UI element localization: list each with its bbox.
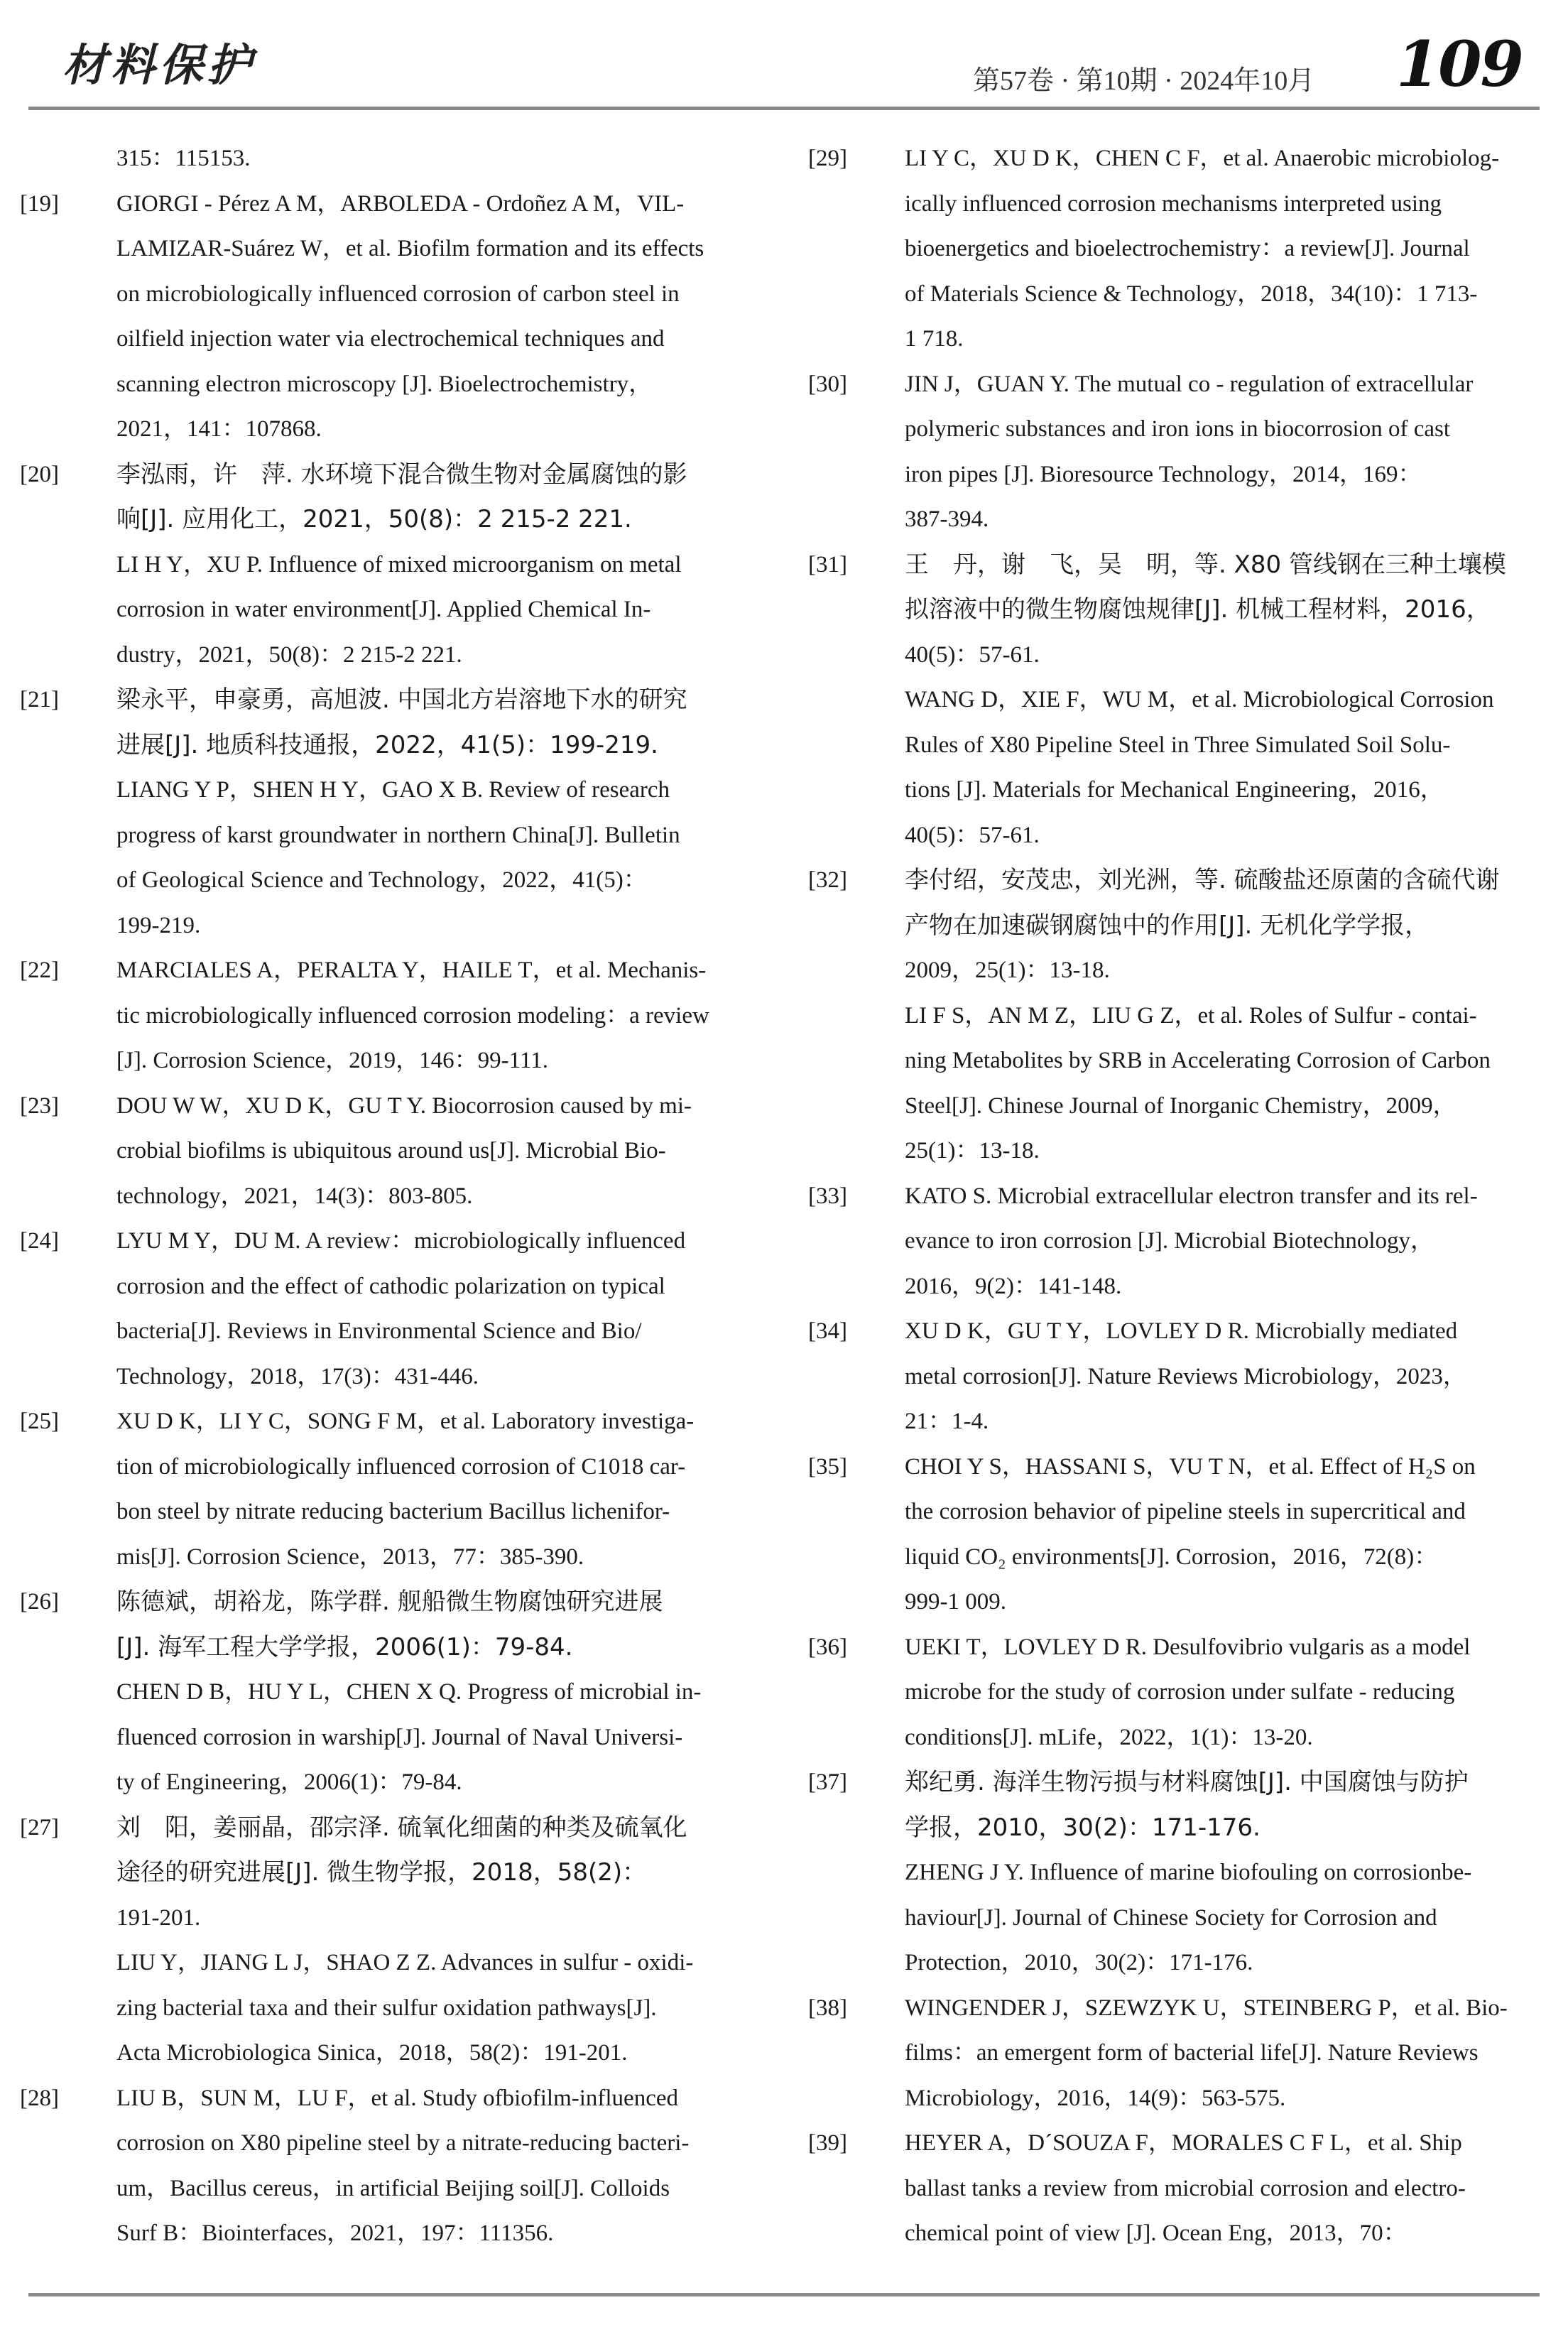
- reference-line: WANG D，XIE F，WU M，et al. Microbiological Corrosion: [905, 687, 1494, 712]
- reference-line: 999-1 009.: [905, 1589, 1006, 1615]
- reference-line: progress of karst groundwater in northern China[J]. Bulletin: [116, 822, 680, 848]
- reference-line: 191-201.: [116, 1904, 201, 1931]
- reference-line: 途径的研究进展[J]. 微生物学报，2018，58(2)：: [116, 1858, 647, 1887]
- reference-line: Rules of X80 Pipeline Steel in Three Simulated Soil Solu-: [905, 732, 1451, 758]
- reference-line: liquid CO₂ environments[J]. Corrosion，2016，72(8)：: [905, 1544, 1438, 1570]
- reference-line: Steel[J]. Chinese Journal of Inorganic Chemistry，2009，: [905, 1092, 1457, 1119]
- reference-line: evance to iron corrosion [J]. Microbial Biotechnology，: [905, 1228, 1434, 1254]
- reference-line: Acta Microbiologica Sinica，2018，58(2)：191-201.: [116, 2040, 628, 2066]
- reference-number: [19]: [20, 190, 59, 217]
- reference-line: 王 丹，谢 飞，吴 明，等. X80 管线钢在三种土壤模: [905, 550, 1506, 579]
- reference-line: ballast tanks a review from microbial corrosion and electro-: [905, 2175, 1466, 2201]
- reference-line: HEYER A，D´SOUZA F，MORALES C F L，et al. Ship: [905, 2130, 1462, 2156]
- reference-entry: [808, 1625, 1547, 1761]
- reference-line: [J]. 海军工程大学学报，2006(1)：79-84.: [116, 1632, 573, 1661]
- reference-line: crobial biofilms is ubiquitous around us[J]. Microbial Bio-: [116, 1138, 666, 1164]
- reference-line: dustry，2021，50(8)：2 215-2 221.: [116, 641, 462, 668]
- reference-entry: [808, 1445, 1547, 1625]
- reference-line: of Geological Science and Technology，2022，41(5)：: [116, 867, 647, 893]
- reference-entry: [808, 1760, 1547, 1986]
- reference-entry: [808, 858, 1547, 1174]
- reference-entry: [808, 543, 1547, 859]
- reference-entry: [20, 2076, 758, 2257]
- reference-line: 郑纪勇. 海洋生物污损与材料腐蚀[J]. 中国腐蚀与防护: [905, 1768, 1469, 1796]
- reference-line: 25(1)：13-18.: [905, 1138, 1040, 1164]
- reference-line: metal corrosion[J]. Nature Reviews Microbiology，2023，: [905, 1363, 1466, 1389]
- reference-entry: [20, 182, 758, 452]
- reference-line: ically influenced corrosion mechanisms interpreted using: [905, 190, 1442, 217]
- reference-line: 刘 阳，姜丽晶，邵宗泽. 硫氧化细菌的种类及硫氧化: [116, 1813, 687, 1842]
- header-divider: [28, 107, 1540, 110]
- reference-number: [31]: [808, 551, 847, 577]
- reference-line: 21：1-4.: [905, 1409, 989, 1434]
- reference-line: 40(5)：57-61.: [905, 641, 1040, 668]
- reference-number: [23]: [20, 1092, 59, 1119]
- reference-line: tic microbiologically influenced corrosion modeling：a review: [116, 1002, 709, 1029]
- reference-line: KATO S. Microbial extracellular electron transfer and its rel-: [905, 1183, 1478, 1209]
- reference-entry: [808, 2121, 1547, 2257]
- page-header: [0, 0, 1568, 114]
- reference-entry: [808, 1174, 1547, 1310]
- reference-line: microbe for the study of corrosion under sulfate - reducing: [905, 1679, 1455, 1705]
- reference-line: LIU B，SUN M，LU F，et al. Study ofbiofilm-influenced: [116, 2085, 679, 2111]
- reference-line: 学报，2010，30(2)：171-176.: [905, 1813, 1261, 1842]
- reference-line: 拟溶液中的微生物腐蚀规律[J]. 机械工程材料，2016，: [905, 595, 1491, 624]
- reference-number: [34]: [808, 1318, 847, 1344]
- reference-line: oilfield injection water via electrochemical techniques and: [116, 326, 665, 352]
- reference-line: 387-394.: [905, 506, 989, 532]
- reference-line: bacteria[J]. Reviews in Environmental Science and Bio/: [116, 1318, 642, 1344]
- reference-entry: [808, 1309, 1547, 1445]
- reference-line: mis[J]. Corrosion Science，2013，77：385-390.: [116, 1544, 584, 1570]
- page-number: 109: [1396, 27, 1523, 101]
- issue-info: 第57卷 · 第10期 · 2024年10月: [973, 66, 1315, 96]
- reference-line: LIANG Y P，SHEN H Y，GAO X B. Review of research: [116, 777, 670, 803]
- reference-number: [24]: [20, 1228, 59, 1254]
- reference-line: 1 718.: [905, 326, 964, 352]
- reference-line: UEKI T，LOVLEY D R. Desulfovibrio vulgaris as a model: [905, 1634, 1471, 1660]
- reference-entry: [20, 1806, 758, 2076]
- reference-number: [20]: [20, 461, 59, 487]
- reference-line: 产物在加速碳钢腐蚀中的作用[J]. 无机化学学报，: [905, 911, 1430, 940]
- reference-entry: [20, 1399, 758, 1580]
- reference-line: films：an emergent form of bacterial life[J]. Nature Reviews: [905, 2040, 1479, 2066]
- reference-line: GIORGI - Pérez A M，ARBOLEDA - Ordoñez A M，VIL-: [116, 190, 685, 217]
- reference-line: Surf B：Biointerfaces，2021，197：111356.: [116, 2220, 554, 2246]
- reference-line: corrosion in water environment[J]. Applied Chemical In-: [116, 597, 651, 622]
- reference-line: corrosion and the effect of cathodic polarization on typical: [116, 1273, 665, 1299]
- reference-line: ty of Engineering，2006(1)：79-84.: [116, 1769, 462, 1795]
- reference-line: polymeric substances and iron ions in biocorrosion of cast: [905, 416, 1451, 442]
- reference-line: DOU W W，XU D K，GU T Y. Biocorrosion caused by mi-: [116, 1092, 692, 1119]
- reference-line: fluenced corrosion in warship[J]. Journal of Naval Universi-: [116, 1724, 683, 1750]
- reference-number: [30]: [808, 371, 847, 397]
- reference-entry: [20, 452, 758, 678]
- reference-number: [32]: [808, 867, 847, 893]
- reference-line: um，Bacillus cereus，in artificial Beijing soil[J]. Colloids: [116, 2175, 670, 2201]
- reference-line: WINGENDER J，SZEWZYK U，STEINBERG P，et al. Bio-: [905, 1995, 1508, 2021]
- reference-number: [27]: [20, 1814, 59, 1840]
- reference-entry: [20, 678, 758, 948]
- reference-line: 响[J]. 应用化工，2021，50(8)：2 215-2 221.: [116, 505, 632, 533]
- reference-number: [36]: [808, 1634, 847, 1660]
- reference-line: 199-219.: [116, 912, 201, 938]
- reference-line: LIU Y，JIANG L J，SHAO Z Z. Advances in sulfur - oxidi-: [116, 1950, 694, 1975]
- reference-entry: [20, 1219, 758, 1399]
- reference-line: 李付绍，安茂忠，刘光洲，等. 硫酸盐还原菌的含硫代谢: [905, 866, 1500, 894]
- reference-line: MARCIALES A，PERALTA Y，HAILE T，et al. Mechanis-: [116, 958, 707, 983]
- reference-entry: [808, 362, 1547, 543]
- reference-line: technology，2021，14(3)：803-805.: [116, 1183, 473, 1209]
- reference-line: scanning electron microscopy [J]. Bioelectrochemistry，: [116, 371, 653, 397]
- reference-line: LI Y C，XU D K，CHEN C F，et al. Anaerobic microbiolog-: [905, 146, 1500, 171]
- reference-line: corrosion on X80 pipeline steel by a nitrate-reducing bacteri-: [116, 2130, 690, 2156]
- reference-number: [26]: [20, 1589, 59, 1615]
- reference-line: 2009，25(1)：13-18.: [905, 958, 1110, 983]
- reference-line: zing bacterial taxa and their sulfur oxidation pathways[J].: [116, 1995, 657, 2021]
- reference-line: XU D K，GU T Y，LOVLEY D R. Microbially mediated: [905, 1318, 1458, 1344]
- reference-line: Protection，2010，30(2)：171-176.: [905, 1950, 1253, 1975]
- reference-number: [25]: [20, 1409, 59, 1434]
- reference-line: conditions[J]. mLife，2022，1(1)：13-20.: [905, 1724, 1313, 1750]
- reference-line: 2016，9(2)：141-148.: [905, 1273, 1122, 1299]
- reference-entry: [20, 1084, 758, 1220]
- reference-line: CHOI Y S，HASSANI S，VU T N，et al. Effect of H₂S on: [905, 1453, 1476, 1480]
- reference-number: [33]: [808, 1183, 847, 1209]
- reference-line: JIN J，GUAN Y. The mutual co - regulation of extracellular: [905, 371, 1474, 397]
- reference-line: tions [J]. Materials for Mechanical Engineering，2016，: [905, 777, 1444, 803]
- reference-line: chemical point of view [J]. Ocean Eng，2013，70：: [905, 2220, 1407, 2246]
- reference-line: 2021，141：107868.: [116, 416, 322, 442]
- reference-entry: [20, 948, 758, 1084]
- reference-number: [35]: [808, 1453, 847, 1480]
- reference-line: the corrosion behavior of pipeline steels in supercritical and: [905, 1499, 1466, 1524]
- reference-number: [28]: [20, 2085, 59, 2111]
- reference-line: 梁永平，申豪勇，高旭波. 中国北方岩溶地下水的研究: [116, 685, 687, 714]
- reference-line: 40(5)：57-61.: [905, 822, 1040, 848]
- reference-number: [29]: [808, 146, 847, 171]
- reference-line: 李泓雨，许 萍. 水环境下混合微生物对金属腐蚀的影: [116, 460, 687, 489]
- right-column: [808, 136, 1547, 2257]
- footer-divider: [28, 2293, 1540, 2296]
- left-column: [20, 136, 758, 2257]
- reference-line: ZHENG J Y. Influence of marine biofouling on corrosionbe-: [905, 1860, 1472, 1885]
- reference-line: iron pipes [J]. Bioresource Technology，2014，169：: [905, 461, 1422, 487]
- reference-entry: [20, 136, 758, 182]
- reference-line: LAMIZAR-Suárez W，et al. Biofilm formation and its effects: [116, 236, 704, 261]
- reference-line: ning Metabolites by SRB in Accelerating Corrosion of Carbon: [905, 1048, 1491, 1073]
- reference-line: LI F S，AN M Z，LIU G Z，et al. Roles of Sulfur - contai-: [905, 1002, 1477, 1029]
- reference-line: [J]. Corrosion Science，2019，146：99-111.: [116, 1048, 548, 1073]
- reference-number: [39]: [808, 2130, 847, 2156]
- reference-line: bioenergetics and bioelectrochemistry：a review[J]. Journal: [905, 236, 1470, 261]
- reference-entry: [20, 1580, 758, 1806]
- reference-line: CHEN D B，HU Y L，CHEN X Q. Progress of microbial in-: [116, 1679, 702, 1705]
- reference-number: [37]: [808, 1769, 847, 1795]
- reference-line: Technology，2018，17(3)：431-446.: [116, 1363, 479, 1389]
- reference-line: on microbiologically influenced corrosion of carbon steel in: [116, 281, 680, 307]
- reference-line: LYU M Y，DU M. A review：microbiologically influenced: [116, 1228, 686, 1254]
- reference-entry: [808, 136, 1547, 362]
- reference-entry: [808, 1986, 1547, 2122]
- journal-logo: 材料保护: [62, 39, 256, 91]
- reference-number: [38]: [808, 1995, 847, 2021]
- reference-line: XU D K，LI Y C，SONG F M，et al. Laboratory investiga-: [116, 1409, 695, 1434]
- reference-line: haviour[J]. Journal of Chinese Society for Corrosion and: [905, 1904, 1437, 1931]
- reference-line: LI H Y，XU P. Influence of mixed microorganism on metal: [116, 551, 682, 577]
- reference-line: 进展[J]. 地质科技通报，2022，41(5)：199-219.: [116, 730, 658, 759]
- reference-line: 陈德斌，胡裕龙，陈学群. 舰船微生物腐蚀研究进展: [116, 1588, 663, 1616]
- reference-number: [21]: [20, 687, 59, 712]
- reference-line: bon steel by nitrate reducing bacterium Bacillus lichenifor-: [116, 1499, 670, 1524]
- reference-line: Microbiology，2016，14(9)：563-575.: [905, 2085, 1286, 2111]
- reference-line: tion of microbiologically influenced corrosion of C1018 car-: [116, 1453, 686, 1480]
- reference-number: [22]: [20, 958, 59, 983]
- reference-line: 315：115153.: [116, 146, 251, 171]
- reference-line: of Materials Science & Technology，2018，34(10)：1 713-: [905, 281, 1478, 307]
